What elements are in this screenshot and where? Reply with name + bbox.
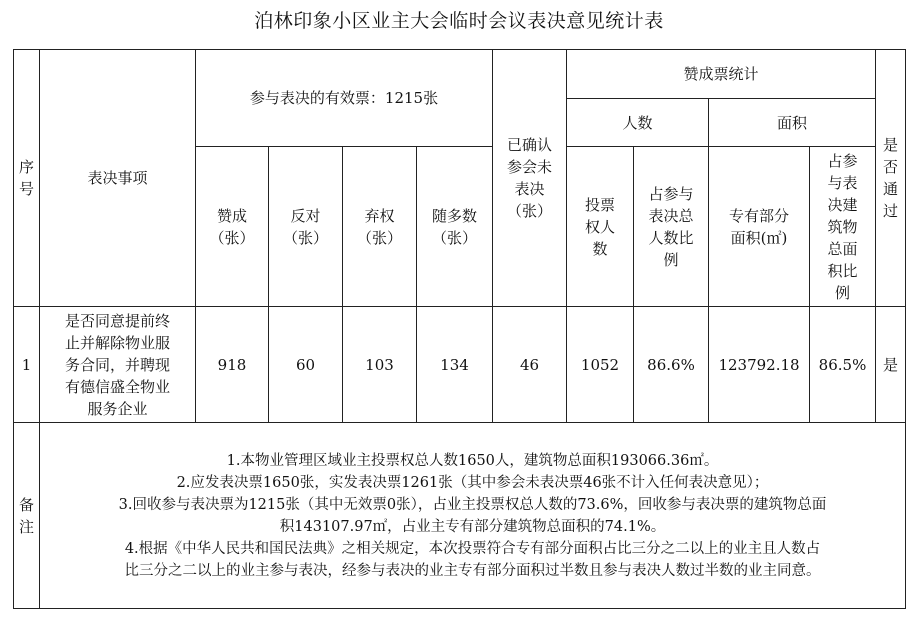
motion-line: 务合同，并聘现 bbox=[64, 355, 170, 374]
header-line: 占参 bbox=[827, 151, 858, 170]
header-line: 参会未 bbox=[506, 158, 552, 176]
header-line: 数 bbox=[592, 239, 608, 258]
header-voters bbox=[567, 147, 634, 307]
header-line: 表决 bbox=[514, 180, 545, 198]
header-passed-line: 是 bbox=[883, 136, 899, 154]
header-line: 弃权 bbox=[364, 206, 395, 225]
row-oppose: 60 bbox=[269, 307, 343, 423]
note-line: 3.回收参与表决票为1215张（其中无效票0张），占业主投票权总人数的73.6%，回收参与表决票的建筑物总面 bbox=[118, 496, 827, 513]
header-line: （张） bbox=[506, 202, 552, 220]
header-line: 积比 bbox=[827, 261, 858, 280]
note-line: 4.根据《中华人民共和国民法典》之相关规定，本次投票符合专有部分面积占比三分之二以上的业主且人数占 bbox=[124, 540, 821, 557]
header-line: 权人 bbox=[584, 217, 615, 236]
motion-line: 有德信盛全物业 bbox=[64, 377, 170, 396]
header-passed-line: 通 bbox=[883, 180, 899, 198]
header-seq bbox=[14, 50, 40, 307]
header-line: 面积(㎡) bbox=[730, 228, 788, 247]
header-line: 人数比 bbox=[648, 228, 694, 247]
header-area-ratio bbox=[810, 147, 876, 307]
header-line: 筑物 bbox=[827, 217, 858, 236]
row-approve: 918 bbox=[196, 307, 269, 423]
motion-line: 是否同意提前终 bbox=[64, 311, 170, 330]
vote-tally-table bbox=[13, 49, 906, 609]
header-line: （张） bbox=[431, 228, 477, 247]
header-passed bbox=[876, 50, 906, 307]
header-oppose bbox=[269, 147, 343, 307]
row-follow-majority: 134 bbox=[417, 307, 493, 423]
table-row bbox=[14, 307, 906, 423]
document-title: 泊林印象小区业主大会临时会议表决意见统计表 bbox=[254, 10, 664, 32]
row-voters: 1052 bbox=[567, 307, 634, 423]
notes-label-line: 备 bbox=[18, 495, 34, 514]
header-line: 随多数 bbox=[431, 206, 477, 225]
motion-line: 服务企业 bbox=[87, 399, 148, 418]
header-approve bbox=[196, 147, 269, 307]
row-confirmed-nonvote: 46 bbox=[493, 307, 567, 423]
header-line: 已确认 bbox=[506, 136, 552, 154]
header-follow-majority bbox=[417, 147, 493, 307]
note-line: 比三分之二以上的业主参与表决，经参与表决的业主专有部分面积过半数且参与表决人数过半数的业主同意。 bbox=[124, 562, 821, 579]
row-abstain: 103 bbox=[343, 307, 417, 423]
row-area-ratio: 86.5% bbox=[810, 307, 876, 423]
row-passed: 是 bbox=[876, 307, 906, 423]
header-area: 面积 bbox=[709, 99, 876, 147]
header-line: 总面 bbox=[827, 239, 858, 258]
header-line: 决建 bbox=[827, 195, 858, 214]
header-line: 赞成 bbox=[216, 206, 247, 225]
row-motion bbox=[40, 307, 196, 423]
header-line: 例 bbox=[835, 283, 851, 302]
header-line: （张） bbox=[356, 228, 402, 247]
notes-content bbox=[40, 423, 906, 609]
row-seq: 1 bbox=[14, 307, 40, 423]
row-exclusive-area: 123792.18 bbox=[709, 307, 810, 423]
row-people-ratio: 86.6% bbox=[634, 307, 709, 423]
note-line: 2.应发表决票1650张，实发表决票1261张（其中参会未表决票46张不计入任何表决意见）； bbox=[176, 474, 769, 491]
header-confirmed-nonvote bbox=[493, 50, 567, 307]
header-abstain bbox=[343, 147, 417, 307]
header-people-ratio bbox=[634, 147, 709, 307]
note-line: 1.本物业管理区域业主投票权总人数1650人，建筑物总面积193066.36㎡。 bbox=[226, 452, 719, 469]
header-seq-line: 序 bbox=[18, 158, 34, 176]
header-line: 反对 bbox=[290, 206, 321, 225]
motion-line: 止并解除物业服 bbox=[64, 333, 170, 352]
header-item: 表决事项 bbox=[40, 50, 196, 307]
note-line: 积143107.97㎡，占业主专有部分建筑物总面积的74.1%。 bbox=[279, 518, 666, 535]
notes-label bbox=[14, 423, 40, 609]
header-passed-line: 否 bbox=[883, 158, 899, 176]
header-line: （张） bbox=[282, 228, 328, 247]
header-passed-line: 过 bbox=[883, 202, 899, 220]
header-line: （张） bbox=[209, 228, 255, 247]
header-line: 占参与 bbox=[648, 184, 694, 203]
header-seq-line: 号 bbox=[18, 180, 34, 198]
header-line: 例 bbox=[663, 250, 679, 269]
header-people: 人数 bbox=[567, 99, 709, 147]
header-valid-votes: 参与表决的有效票：1215张 bbox=[196, 50, 493, 147]
header-line: 投票 bbox=[584, 195, 615, 214]
header-approve-stats: 赞成票统计 bbox=[567, 50, 876, 99]
header-line: 与表 bbox=[827, 173, 858, 192]
header-exclusive-area bbox=[709, 147, 810, 307]
header-line: 专有部分 bbox=[728, 206, 789, 225]
notes-label-line: 注 bbox=[18, 517, 34, 536]
header-line: 表决总 bbox=[648, 206, 694, 225]
